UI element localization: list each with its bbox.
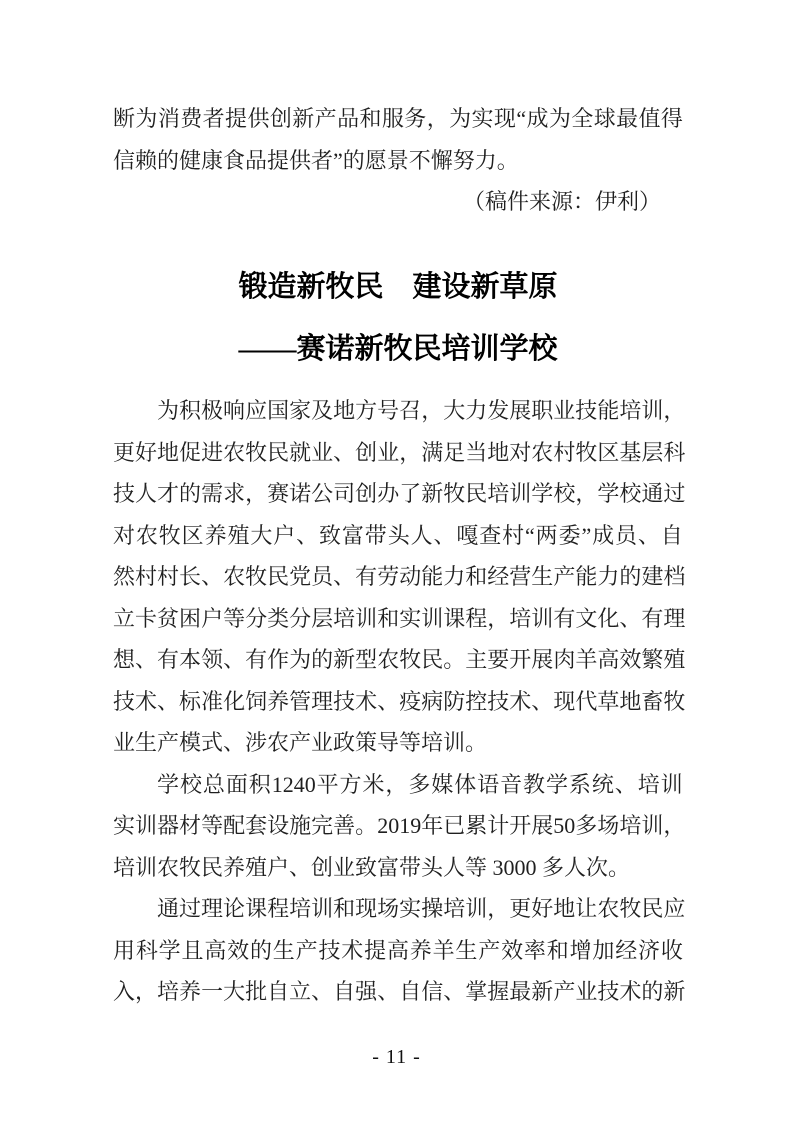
text-line: 想 、 有 本 领 、 有 作 为 的 新 型 农 牧 民 。 主 要 开 展 肉 羊 高 效 繁 殖 <box>113 647 686 672</box>
text-line: 业生产模式、涉农产业政策导等培训。 <box>113 730 488 755</box>
article-body <box>113 390 686 1013</box>
text-line: 学 校 总 面 积 1240 平 方 米 ， 多 媒 体 语 音 教 学 系 统 、 培 训 <box>157 771 683 797</box>
text-line: 技 术 、 标 准 化 饲 养 管 理 技 术 、 疫 病 防 控 技 术 、 现 代 草 地 畜 牧 <box>113 688 686 714</box>
text-line: 更 好 地 促 进 农 牧 民 就 业 、 创 业 ， 满 足 当 地 对 农 村 牧 区 基 层 科 <box>113 439 686 465</box>
text-line: 断 为 消 费 者 提 供 创 新 产 品 和 服 务 ， 为 实 现 “ 成 为 全 球 最 值 得 <box>113 106 683 131</box>
text-line: 通 过 理 论 课 程 培 训 和 现 场 实 操 培 训 ， 更 好 地 让 农 牧 民 应 <box>157 896 686 921</box>
text-line: 技 人 才 的 需 求 ， 赛 诺 公 司 创 办 了 新 牧 民 培 训 学 校 ， 学 校 通 过 <box>113 481 686 506</box>
text-line: 培训农牧民养殖户、创业致富带头人等 3000 多人次。 <box>113 854 631 880</box>
text-line: 信赖的健康食品提供者”的愿景不懈努力。 <box>113 147 519 173</box>
article-title: 锻造新牧民 建设新草原 <box>238 271 558 303</box>
paragraph <box>113 390 686 764</box>
text-line: 对 农 牧 区 养 殖 大 户 、 致 富 带 头 人 、 嘎 查 村 “ 两 委 ” 成 员 、 自 <box>113 522 683 548</box>
text-line: 然 村 村 长 、 农 牧 民 党 员 、 有 劳 动 能 力 和 经 营 生 产 能 力 的 建 档 <box>113 564 686 589</box>
text-line: 立 卡 贫 困 户 等 分 类 分 层 培 训 和 实 训 课 程 ， 培 训 有 文 化 、 有 理 <box>113 605 686 631</box>
text-line: 为 积 极 响 应 国 家 及 地 方 号 召 ， 大 力 发 展 职 业 技 能 培 训 ， <box>157 398 686 423</box>
source-attribution: （稿件来源：伊利） <box>462 189 661 214</box>
paragraph <box>113 764 686 889</box>
text-line: 实 训 器 材 等 配 套 设 施 完 善 。 2019 年 已 累 计 开 展 50 多 场 培 训 ， <box>113 813 686 838</box>
text-line: 用 科 学 且 高 效 的 生 产 技 术 提 高 养 羊 生 产 效 率 和 增 加 经 济 收 <box>113 937 683 963</box>
page-number: - 11 - <box>372 1046 421 1068</box>
text-line: 入 ， 培 养 一 大 批 自 立 、 自 强 、 自 信 、 掌 握 最 新 产 业 技 术 的 新 <box>113 979 686 1004</box>
paragraph <box>113 888 686 1013</box>
article-subtitle: ——赛诺新牧民培训学校 <box>238 333 558 365</box>
continued-paragraph <box>113 98 683 181</box>
